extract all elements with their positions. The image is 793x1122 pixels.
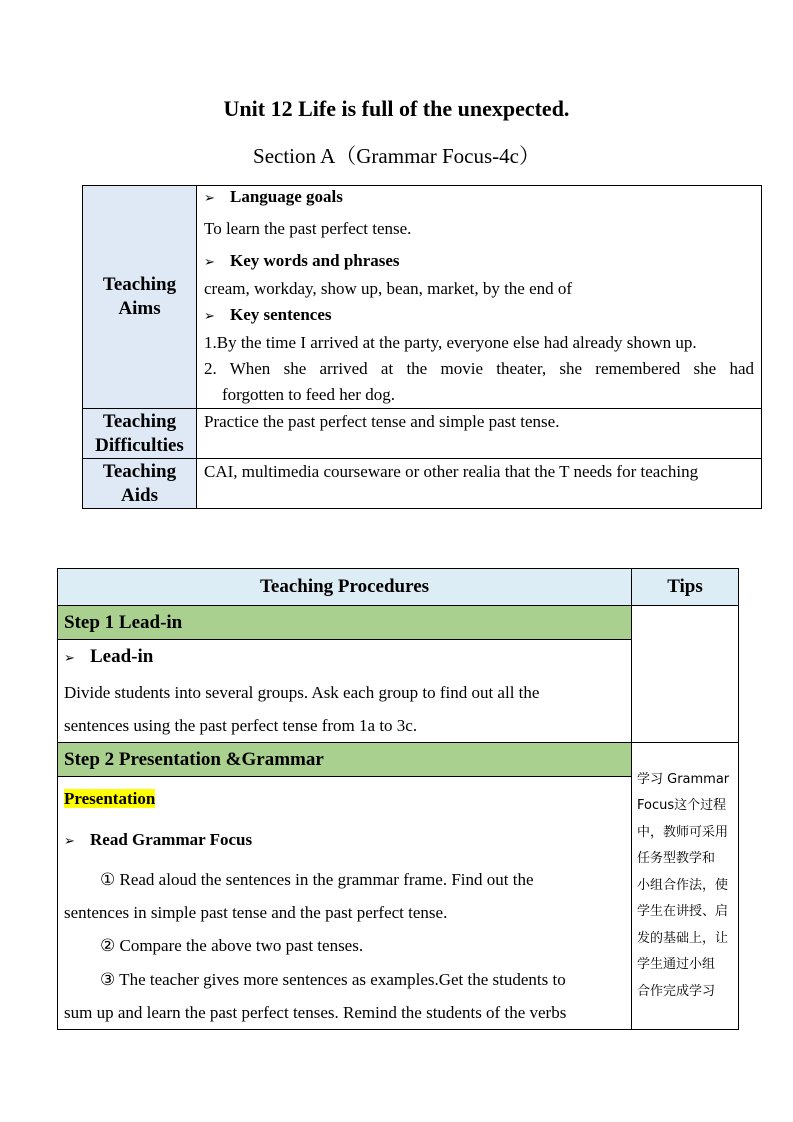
- item1-line1: ① Read aloud the sentences in the grammar frame. Find out the: [100, 870, 534, 889]
- step2-content: [58, 777, 632, 1030]
- step1-line1: Divide students into several groups. Ask each group to find out all the: [64, 683, 540, 702]
- item3-line2: sum up and learn the past perfect tenses. Remind the students of the verbs: [64, 1003, 567, 1022]
- arrow-bullet-icon: ➢: [204, 309, 215, 324]
- step1-subheading: Lead-in: [90, 646, 154, 667]
- read-grammar-heading: Read Grammar Focus: [90, 830, 253, 849]
- tips-line: 小组合作法，使: [637, 877, 729, 893]
- procedures-header: Teaching Procedures: [58, 569, 632, 606]
- section-subtitle: Section A（Grammar Focus-4c）: [253, 144, 540, 168]
- arrow-bullet-icon: ➢: [64, 834, 75, 849]
- item3-line1: ③ The teacher gives more sentences as examples.Get the students to: [100, 970, 566, 989]
- tips-line: 任务型教学和: [637, 851, 716, 867]
- key-sentence-2-line1: 2. When she arrived at the movie theater, she remembered she had: [204, 359, 754, 378]
- language-goals-text: To learn the past perfect tense.: [204, 219, 412, 238]
- teaching-aims-content: [197, 186, 762, 409]
- document-title: Unit 12 Life is full of the unexpected.: [223, 96, 570, 121]
- step2-title: Step 2 Presentation &Grammar: [58, 743, 632, 777]
- item2: ② Compare the above two past tenses.: [100, 936, 364, 955]
- key-sentences-heading: Key sentences: [230, 305, 332, 324]
- key-words-text: cream, workday, show up, bean, market, by the end of: [204, 279, 573, 298]
- teaching-aims-table: [82, 185, 762, 509]
- teaching-aids-label: Teaching Aids: [83, 459, 197, 509]
- tips-line: 学生在讲授、启: [637, 904, 729, 920]
- arrow-bullet-icon: ➢: [204, 255, 215, 270]
- arrow-bullet-icon: ➢: [204, 191, 215, 206]
- tips-line: 中，教师可采用: [637, 824, 729, 840]
- teaching-procedures-table: [57, 568, 739, 1030]
- tips-header: Tips: [632, 569, 739, 606]
- tips-line: 合作完成学习: [637, 983, 716, 999]
- key-sentence-2-line2: forgotten to feed her dog.: [222, 385, 395, 404]
- step1-line2: sentences using the past perfect tense from 1a to 3c.: [64, 716, 418, 735]
- language-goals-heading: Language goals: [230, 187, 343, 206]
- key-sentence-1: 1.By the time I arrived at the party, everyone else had already shown up.: [204, 333, 697, 352]
- teaching-aims-label: Teaching Aims: [83, 186, 197, 409]
- tips-cell-empty: [632, 606, 739, 743]
- step1-content: [58, 640, 632, 743]
- tips-line: 发的基础上，让: [637, 930, 729, 946]
- key-words-heading: Key words and phrases: [230, 251, 400, 270]
- tips-line: Focus这个过程: [637, 798, 727, 814]
- presentation-label: Presentation: [64, 789, 156, 808]
- tips-line: 学习 Grammar: [637, 771, 730, 787]
- arrow-bullet-icon: ➢: [64, 651, 75, 666]
- tips-line: 学生通过小组: [637, 957, 716, 973]
- teaching-aids-text: CAI, multimedia courseware or other realia that the T needs for teaching: [197, 459, 762, 509]
- teaching-difficulties-text: Practice the past perfect tense and simple past tense.: [197, 409, 762, 459]
- tips-cell: [632, 743, 739, 1030]
- step1-title: Step 1 Lead-in: [58, 606, 632, 640]
- item1-line2: sentences in simple past tense and the past perfect tense.: [64, 903, 448, 922]
- teaching-difficulties-label: Teaching Difficulties: [83, 409, 197, 459]
